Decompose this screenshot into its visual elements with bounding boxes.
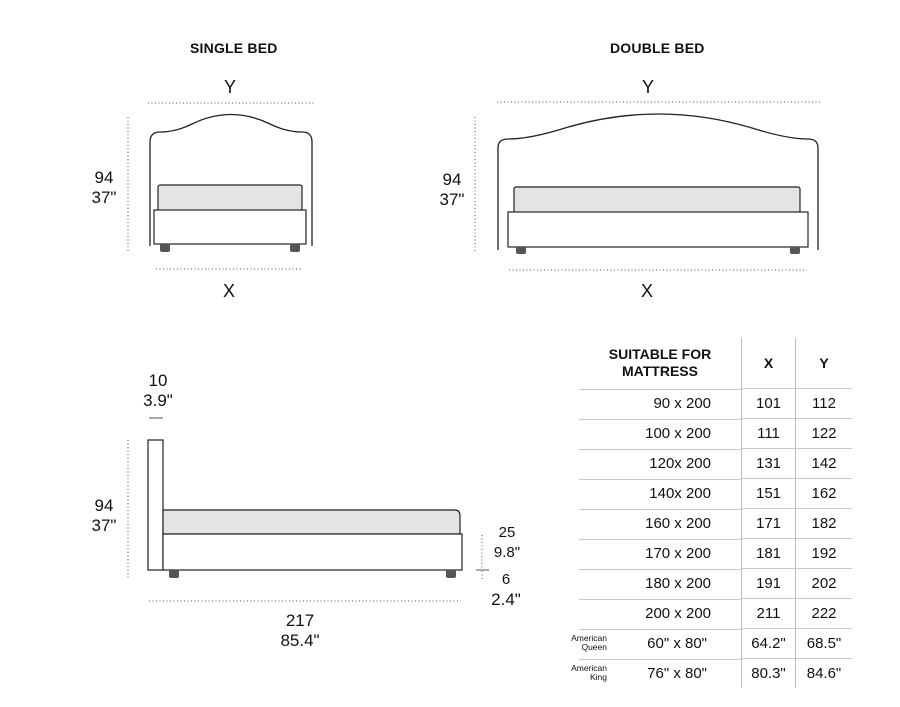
side-length-cm: 217: [285, 611, 315, 630]
single-leg-left: [160, 244, 170, 252]
table-row: [561, 419, 852, 449]
header-x: X: [742, 338, 796, 389]
side-frame: [163, 534, 462, 570]
single-bed-title: SINGLE BED: [190, 40, 278, 56]
y-cell: 162: [796, 479, 853, 509]
x-cell: 64.2": [742, 629, 796, 659]
mattress-cell: 180 x 200: [561, 569, 742, 599]
table-row-us: [561, 659, 852, 689]
double-height-cm: 94: [442, 170, 462, 189]
leg-height-cm: 6: [501, 571, 511, 588]
size-table: [561, 338, 852, 688]
x-cell: 80.3": [742, 659, 796, 689]
side-length-in: 85.4": [280, 631, 320, 650]
mattress-cell: 160 x 200: [561, 509, 742, 539]
y-cell: 192: [796, 539, 853, 569]
header-mattress: SUITABLE FOR MATTRESS: [608, 346, 712, 380]
mattress-cell: 140x 200: [561, 479, 742, 509]
size-table-header: [561, 338, 852, 389]
double-mattress: [514, 187, 800, 213]
table-row: [561, 509, 852, 539]
y-cell: 202: [796, 569, 853, 599]
single-x-label: X: [223, 281, 236, 301]
x-cell: 111: [742, 419, 796, 449]
x-cell: 151: [742, 479, 796, 509]
x-cell: 101: [742, 389, 796, 419]
mattress-cell: 120x 200: [561, 449, 742, 479]
us-size-label: American Queen: [571, 632, 607, 652]
side-length-label: [268, 611, 332, 651]
double-frame: [508, 212, 808, 247]
x-cell: 191: [742, 569, 796, 599]
frame-height-cm: 25: [498, 524, 516, 541]
mattress-cell: 90 x 200: [561, 389, 742, 419]
header-y: Y: [796, 338, 853, 389]
table-row: [561, 569, 852, 599]
mattress-cell: 100 x 200: [561, 419, 742, 449]
us-mattress-cell: [561, 629, 742, 659]
x-cell: 131: [742, 449, 796, 479]
side-mattress: [163, 510, 460, 534]
table-row: [561, 449, 852, 479]
y-cell: 222: [796, 599, 853, 629]
mattress-cell: 200 x 200: [561, 599, 742, 629]
side-height-label: [80, 496, 128, 536]
single-leg-right: [290, 244, 300, 252]
x-cell: 211: [742, 599, 796, 629]
y-cell: 84.6": [796, 659, 853, 689]
side-height-in: 37": [91, 516, 117, 535]
double-x-label: X: [641, 281, 654, 301]
table-row-us: [561, 629, 852, 659]
single-frame: [154, 210, 306, 244]
table-row: [561, 539, 852, 569]
frame-height-in: 9.8": [493, 544, 521, 561]
double-height-in: 37": [439, 190, 465, 209]
double-leg-left: [516, 247, 526, 254]
double-height-label: [428, 170, 476, 210]
single-height-label: [80, 168, 128, 208]
frame-height-label: [488, 523, 526, 563]
single-height-in: 37": [91, 188, 117, 207]
double-leg-right: [790, 247, 800, 254]
table-row: [561, 389, 852, 419]
us-mattress-size: 76" x 80": [647, 664, 707, 682]
x-cell: 171: [742, 509, 796, 539]
us-mattress-cell: [561, 659, 742, 689]
side-view: [128, 418, 489, 601]
side-headboard: [148, 440, 163, 570]
mattress-cell: 170 x 200: [561, 539, 742, 569]
us-size-label: American King: [571, 662, 607, 682]
leg-height-in: 2.4": [491, 590, 521, 609]
headboard-thickness-label: [134, 371, 182, 411]
side-height-cm: 94: [94, 496, 114, 515]
single-height-cm: 94: [94, 168, 114, 187]
y-cell: 142: [796, 449, 853, 479]
double-bed-title: DOUBLE BED: [610, 40, 705, 56]
headboard-thickness-cm: 10: [148, 371, 168, 390]
table-row: [561, 599, 852, 629]
single-mattress: [158, 185, 302, 211]
side-leg-front: [169, 570, 179, 578]
headboard-thickness-in: 3.9": [143, 391, 173, 410]
us-mattress-size: 60" x 80": [647, 634, 707, 652]
double-y-label: Y: [642, 77, 655, 97]
side-leg-back: [446, 570, 456, 578]
x-cell: 181: [742, 539, 796, 569]
leg-height-label: [484, 570, 528, 610]
y-cell: 112: [796, 389, 853, 419]
double-bed-front-view: [475, 102, 821, 270]
table-row: [561, 479, 852, 509]
y-cell: 122: [796, 419, 853, 449]
single-y-label: Y: [224, 77, 237, 97]
y-cell: 182: [796, 509, 853, 539]
y-cell: 68.5": [796, 629, 853, 659]
single-bed-front-view: [128, 103, 314, 269]
